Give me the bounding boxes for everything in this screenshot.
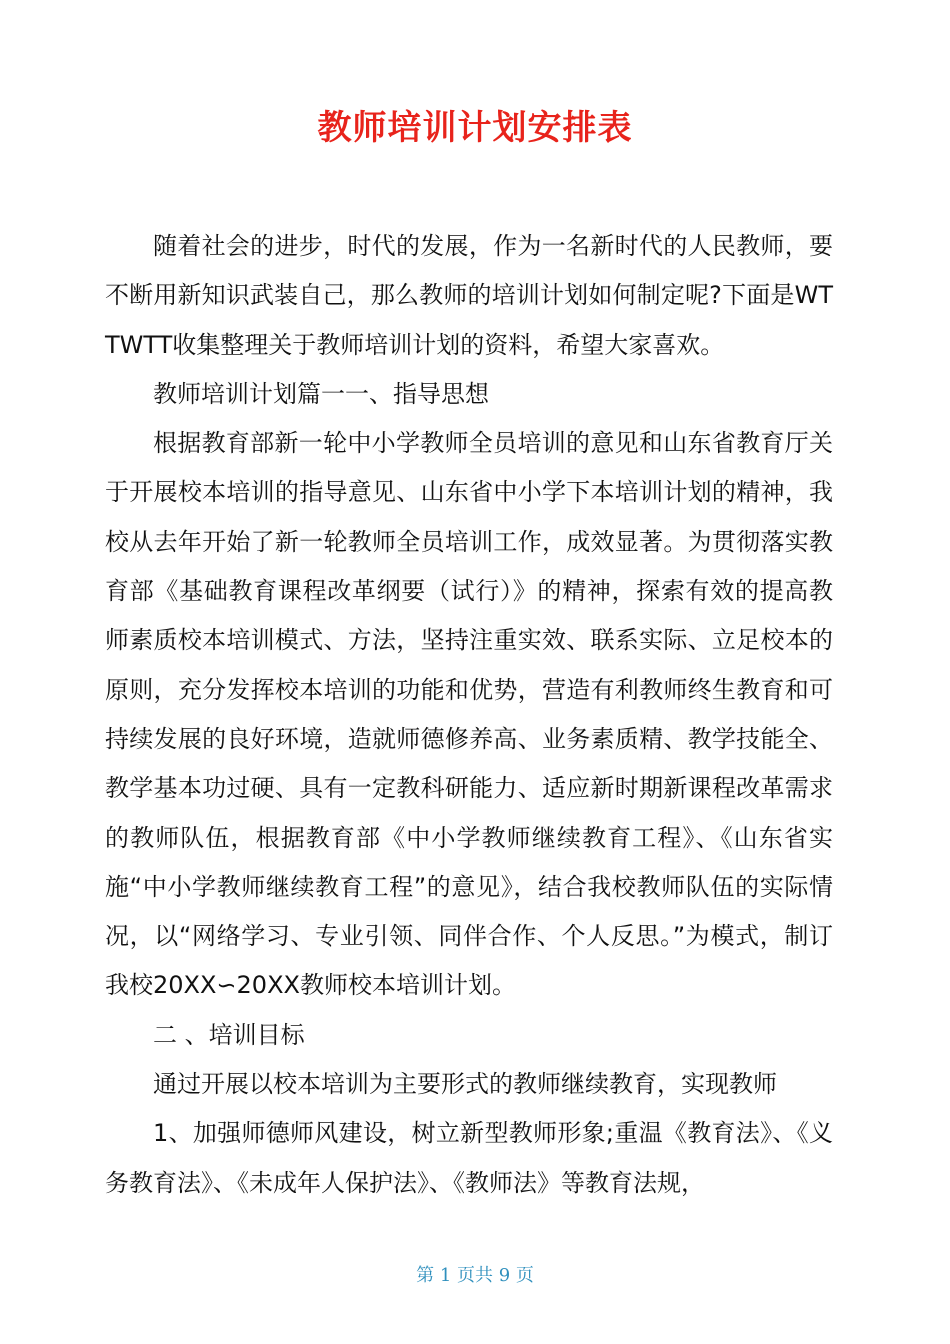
- section-heading-training-goals: 二 、培训目标: [153, 1020, 305, 1049]
- document-title: 教师培训计划安排表: [317, 108, 633, 148]
- intro-paragraph: 随着社会的进步，时代的发展，作为一名新时代的人民教师，要不断用新知识武装自己，那么教师的培训计划如何制定呢?下面是WTTWTT收集整理关于教师培训计划的资料，希望大家喜欢。: [105, 232, 833, 359]
- section-heading-guiding-thought: 教师培训计划篇一一、指导思想: [153, 379, 489, 408]
- training-goals-paragraph: 通过开展以校本培训为主要形式的教师继续教育，实现教师: [153, 1070, 777, 1099]
- page-number-footer: 第 1 页共 9 页: [416, 1265, 534, 1286]
- guiding-thought-paragraph: 根据教育部新一轮中小学教师全员培训的意见和山东省教育厅关于开展校本培训的指导意见、山东省中小学下本培训计划的精神，我校从去年开始了新一轮教师全员培训工作，成效显著。为贯彻落实教育部《基础教育课程改革纲要（试行）》的精神，探索有效的提高教师素质校本培训模式、方法，坚持注重实效、联系实际、立足校本的原则，充分发挥校本培训的功能和优势，营造有利教师终生教育和可持续发展的良好环境，造就师德修养高、业务素质精、教学技能全、教学基本功过硬、具有一定教科研能力、适应新时期新课程改革需求的教师队伍，根据教育部《中小学教师继续教育工程》、《山东省实施“中小学教师继续教育工程”的意见》，结合我校教师队伍的实际情况，以“网络学习、专业引领、同伴合作、个人反思。”为模式，制订我校20XX∽20XX教师校本培训计划。: [105, 429, 833, 1000]
- document-body: [105, 222, 833, 1208]
- goal-item-1: 1、加强师德师风建设，树立新型教师形象;重温《教育法》、《义务教育法》、《未成年人保护法》、《教师法》等教育法规，: [105, 1119, 833, 1197]
